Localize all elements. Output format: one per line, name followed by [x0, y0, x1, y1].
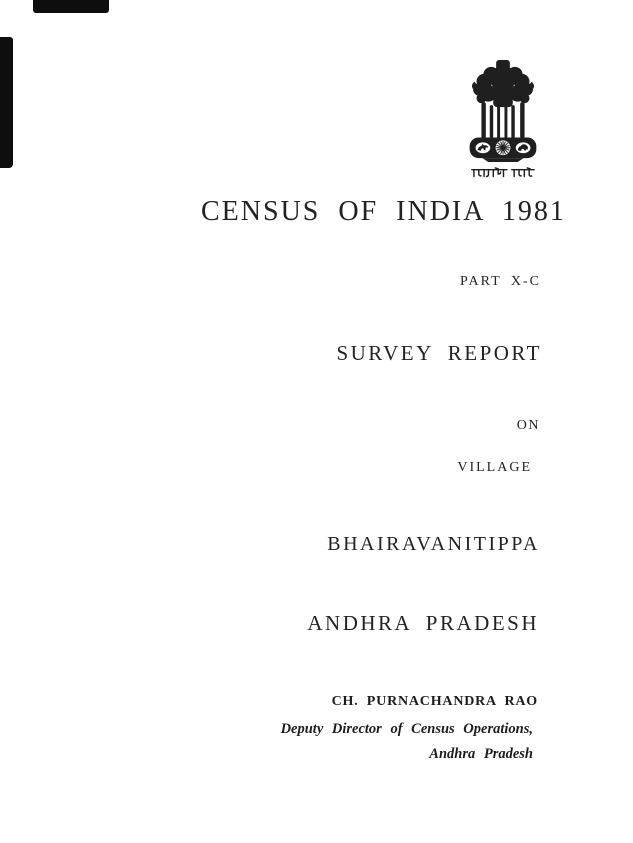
- lion-capital-icon: [467, 60, 539, 162]
- scan-artifact-left: [0, 37, 13, 168]
- state-emblem-of-india: [466, 60, 540, 179]
- state-name: ANDHRA PRADESH: [307, 611, 539, 635]
- author-designation: Deputy Director of Census Operations,: [280, 721, 533, 737]
- satyameva-jayate-motto-icon: [471, 167, 535, 179]
- village-label: VILLAGE: [457, 460, 532, 475]
- report-type-heading: SURVEY REPORT: [336, 341, 542, 365]
- author-region: Andhra Pradesh: [429, 746, 533, 762]
- village-name: BHAIRAVANITIPPA: [327, 533, 540, 555]
- document-title: CENSUS OF INDIA 1981: [201, 196, 566, 227]
- on-label: ON: [516, 418, 540, 433]
- scan-artifact-top: [33, 0, 109, 13]
- part-label: PART X-C: [459, 274, 541, 289]
- author-name: CH. PURNACHANDRA RAO: [331, 694, 538, 709]
